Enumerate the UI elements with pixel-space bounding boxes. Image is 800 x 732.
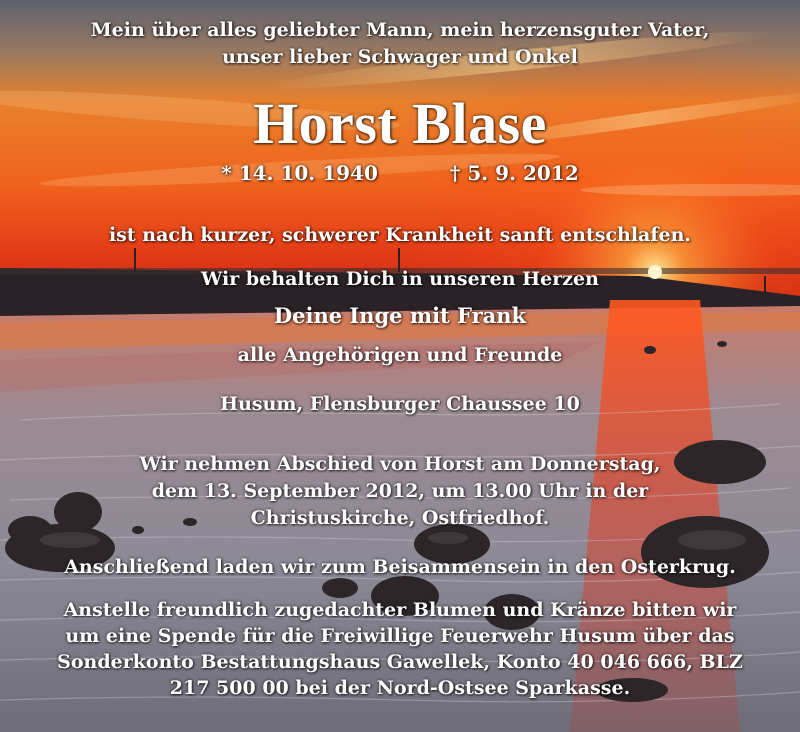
donation-line-2: um eine Spende für die Freiwillige Feuerwehr Husum über das	[65, 625, 735, 647]
farewell-line-3: Christuskirche, Ostfriedhof.	[250, 507, 550, 529]
death-date: † 5. 9. 2012	[449, 161, 579, 185]
donation-line-3: Sonderkonto Bestattungshaus Gawellek, Konto 40 046 666, BLZ	[57, 651, 743, 673]
intro-line-2: unser lieber Schwager und Onkel	[222, 46, 578, 68]
gathering-text: Anschließend laden wir zum Beisammensein in den Osterkrug.	[64, 556, 736, 578]
intro-line-1: Mein über alles geliebter Mann, mein herzensguter Vater,	[90, 19, 710, 41]
in-our-hearts-text: Wir behalten Dich in unseren Herzen	[201, 268, 599, 290]
donation-line-1: Anstelle freundlich zugedachter Blumen und Kränze bitten wir	[63, 599, 737, 621]
passing-text: ist nach kurzer, schwerer Krankheit sanft entschlafen.	[108, 224, 692, 246]
farewell-line-2: dem 13. September 2012, um 13.00 Uhr in der	[151, 480, 649, 502]
farewell-line-1: Wir nehmen Abschied von Horst am Donnerstag,	[139, 453, 661, 475]
birth-date: * 14. 10. 1940	[221, 161, 378, 185]
donation-line-4: 217 500 00 bei der Nord-Ostsee Sparkasse.	[169, 677, 631, 699]
deceased-name: Horst Blase	[253, 91, 547, 156]
mourners-others: alle Angehörigen und Freunde	[237, 344, 563, 366]
mourners-main: Deine Inge mit Frank	[273, 303, 527, 328]
address: Husum, Flensburger Chaussee 10	[220, 393, 580, 415]
life-dates	[0, 160, 800, 186]
